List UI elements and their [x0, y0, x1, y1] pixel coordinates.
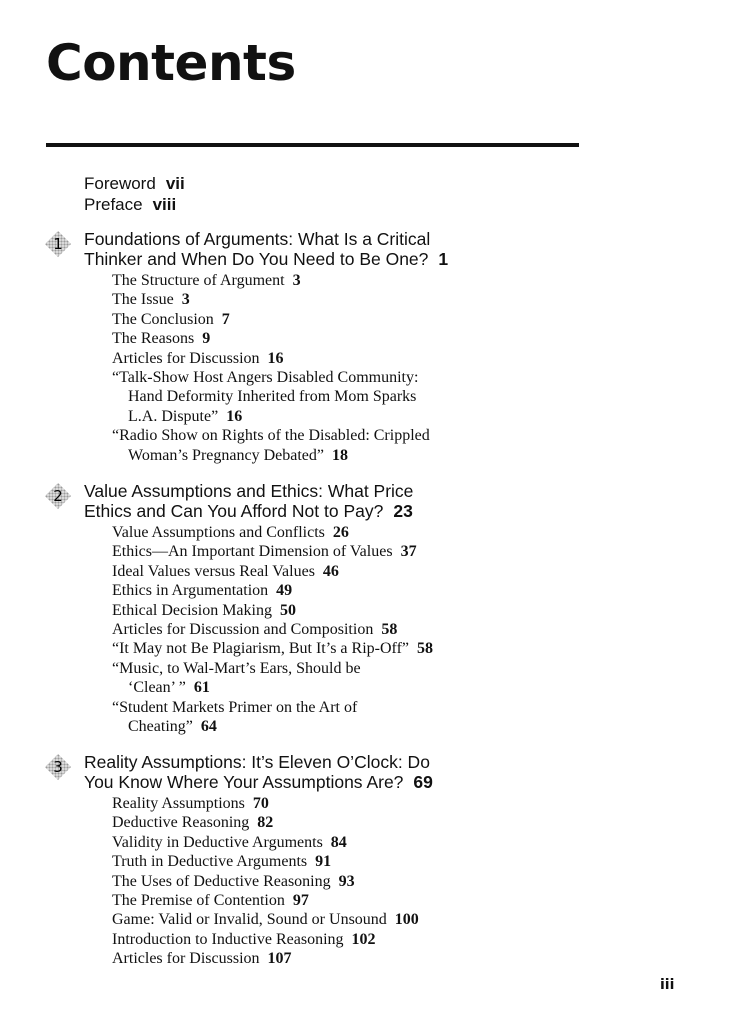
entry-label: “It May not Be Plagiarism, But It’s a Rip-Off” — [112, 640, 409, 658]
entry-label: Game: Valid or Invalid, Sound or Unsound — [112, 911, 387, 929]
page-title: Contents — [46, 34, 296, 92]
toc-entry — [112, 698, 433, 717]
chapter-heading — [84, 481, 524, 521]
toc-entry — [112, 542, 433, 561]
toc-entry — [112, 949, 419, 968]
entry-page: 61 — [193, 679, 210, 697]
toc-entry — [112, 290, 430, 309]
chapter-page: 1 — [438, 249, 449, 269]
entry-label: “Student Markets Primer on the Art of — [112, 698, 358, 716]
chapter-title-line: Reality Assumptions: It’s Eleven O’Clock: Do — [84, 752, 430, 772]
toc-entry — [112, 794, 419, 813]
chapter-number: 1 — [53, 235, 63, 253]
chapter-title-line: Value Assumptions and Ethics: What Price — [84, 481, 414, 501]
entry-page: 16 — [267, 349, 284, 367]
entry-page: 49 — [276, 582, 293, 600]
chapter-page: 23 — [393, 501, 413, 521]
chapter-page: 69 — [413, 772, 433, 792]
entry-label: The Structure of Argument — [112, 272, 285, 289]
entry-page: 70 — [252, 795, 269, 812]
entry-page: 97 — [292, 891, 309, 909]
toc-entry — [112, 310, 430, 329]
toc-entry — [112, 833, 419, 852]
toc-entry — [112, 872, 419, 891]
entry-label: Validity in Deductive Arguments — [112, 833, 323, 851]
toc-entry — [112, 678, 433, 697]
entry-page: 58 — [381, 620, 398, 638]
entry-label: “Talk-Show Host Angers Disabled Community: — [112, 368, 419, 386]
entry-label: The Conclusion — [112, 310, 214, 328]
title-rule — [46, 143, 579, 147]
entry-label: “Radio Show on Rights of the Disabled: Crippled — [112, 427, 430, 445]
entry-page: 102 — [351, 930, 376, 948]
entry-label: Value Assumptions and Conflicts — [112, 524, 325, 541]
toc-entry — [112, 562, 433, 581]
chapter-title-line: Foundations of Arguments: What Is a Critical — [84, 229, 431, 249]
toc-entry — [112, 426, 430, 445]
chapter-heading — [84, 229, 524, 269]
entry-label: “Music, to Wal-Mart’s Ears, Should be — [112, 659, 361, 677]
toc-entry — [112, 813, 419, 832]
entry-page: viii — [152, 195, 177, 214]
chapter-entries — [112, 271, 430, 465]
entry-page: 3 — [292, 272, 301, 289]
entry-label: Preface — [84, 195, 143, 214]
toc-entry — [112, 891, 419, 910]
entry-label: Woman’s Pregnancy Debated” — [128, 446, 324, 464]
entry-page: 82 — [257, 814, 274, 832]
toc-entry — [112, 717, 433, 736]
toc-entry — [112, 368, 430, 387]
toc-entry — [112, 523, 433, 542]
entry-label: The Issue — [112, 291, 174, 309]
chapter-entries — [112, 794, 419, 969]
entry-page: 46 — [322, 562, 339, 580]
entry-label: Articles for Discussion — [112, 349, 260, 367]
entry-label: Ideal Values versus Real Values — [112, 562, 315, 580]
chapter-entries — [112, 523, 433, 736]
entry-page: 7 — [221, 310, 230, 328]
front-matter-entry — [84, 173, 185, 194]
chapter-title-line: Ethics and Can You Afford Not to Pay? — [84, 501, 384, 521]
entry-page: 50 — [279, 601, 296, 619]
entry-page: 58 — [417, 640, 433, 658]
toc-entry — [112, 329, 430, 348]
entry-label: Deductive Reasoning — [112, 814, 250, 832]
front-matter — [84, 173, 185, 215]
toc-entry — [112, 601, 433, 620]
entry-label: Articles for Discussion and Composition — [112, 620, 374, 638]
entry-page: 84 — [330, 833, 347, 851]
toc-entry — [112, 349, 430, 368]
entry-label: Truth in Deductive Arguments — [112, 853, 308, 871]
entry-label: The Reasons — [112, 330, 195, 348]
toc-entry — [112, 581, 433, 600]
entry-page: 64 — [200, 717, 217, 735]
chapter-heading — [84, 752, 524, 792]
toc-entry — [112, 910, 419, 929]
toc-entry — [112, 852, 419, 871]
entry-page: 107 — [267, 950, 292, 968]
entry-page: 18 — [331, 446, 348, 464]
entry-page: 16 — [226, 407, 243, 425]
toc-entry — [112, 387, 430, 406]
entry-label: Ethics—An Important Dimension of Values — [112, 543, 393, 561]
entry-page: 3 — [181, 291, 190, 309]
entry-label: Cheating” — [128, 717, 193, 735]
entry-page: 9 — [202, 330, 211, 348]
entry-label: ‘Clean’ ” — [128, 679, 186, 697]
entry-label: Introduction to Inductive Reasoning — [112, 930, 344, 948]
chapter-title-line: Thinker and When Do You Need to Be One? — [84, 249, 429, 269]
toc-entry — [112, 620, 433, 639]
entry-label: Articles for Discussion — [112, 950, 260, 968]
entry-page: 26 — [332, 524, 349, 541]
entry-label: Reality Assumptions — [112, 795, 245, 812]
chapter-title-line: You Know Where Your Assumptions Are? — [84, 772, 404, 792]
entry-label: Ethics in Argumentation — [112, 582, 269, 600]
toc-entry — [112, 446, 430, 465]
entry-label: The Premise of Contention — [112, 891, 285, 909]
toc-entry — [112, 659, 433, 678]
entry-label: Ethical Decision Making — [112, 601, 272, 619]
toc-entry — [112, 271, 430, 290]
toc-entry — [112, 639, 433, 658]
toc-entry — [112, 930, 419, 949]
entry-label: Foreword — [84, 174, 156, 193]
entry-page: 91 — [315, 853, 332, 871]
entry-label: Hand Deformity Inherited from Mom Sparks — [128, 388, 417, 406]
front-matter-entry — [84, 194, 185, 215]
entry-page: 93 — [338, 872, 355, 890]
chapter-number: 2 — [53, 487, 63, 505]
entry-label: L.A. Dispute” — [128, 407, 219, 425]
entry-page: vii — [165, 174, 185, 193]
chapter-number: 3 — [53, 758, 63, 776]
entry-page: 37 — [400, 543, 417, 561]
toc-entry — [112, 407, 430, 426]
entry-page: 100 — [394, 911, 419, 929]
page-number: iii — [660, 977, 675, 993]
entry-label: The Uses of Deductive Reasoning — [112, 872, 331, 890]
